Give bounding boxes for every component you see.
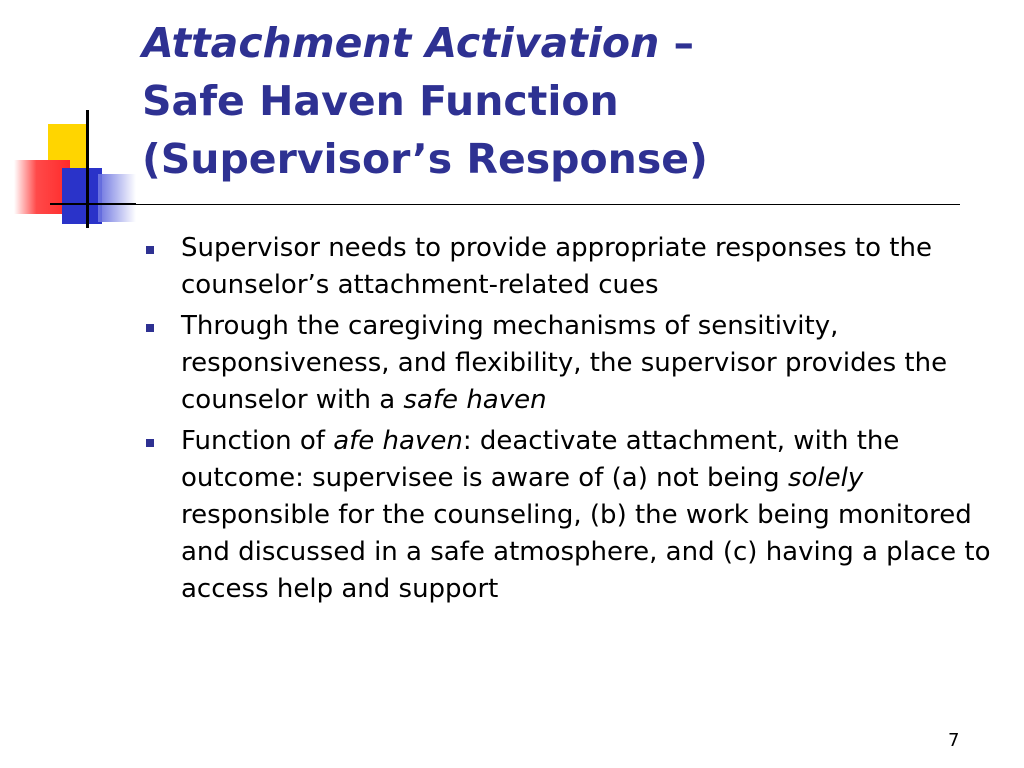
- bullet-emphasis: safe haven: [403, 385, 547, 415]
- bullet-item-2: [140, 308, 1000, 419]
- bullet-text: : deactivate attachment, with the outcome: supervisee is aware of (a) not being: [181, 426, 900, 493]
- bullet-emphasis: afe haven: [333, 426, 463, 456]
- blue-gradient-square: [98, 174, 136, 222]
- bullet-text: responsible for the counseling, (b) the work being monitored and discussed in a safe atmosphere, and (c) having a place to access help and support: [181, 500, 991, 604]
- decorative-squares-graphic: [0, 100, 140, 240]
- bullet-text: Function of: [181, 426, 334, 456]
- page-number: 7: [948, 730, 960, 751]
- blue-square: [62, 168, 102, 224]
- title-divider: [66, 204, 960, 205]
- title-line1-dash: –: [659, 19, 695, 67]
- bullet-item-1: [140, 230, 1000, 304]
- square-bullet-icon: [146, 246, 154, 254]
- bullet-text: Supervisor needs to provide appropriate responses to the counselor’s attachment-related cues: [181, 233, 932, 300]
- slide-title: [142, 14, 708, 188]
- bullet-emphasis: solely: [787, 463, 864, 493]
- square-bullet-icon: [146, 324, 154, 332]
- title-line2: Safe Haven Function: [142, 77, 619, 125]
- title-line3: (Supervisor’s Response): [142, 135, 708, 183]
- bullet-item-3: [140, 423, 1000, 608]
- decorative-vertical-line: [86, 110, 89, 228]
- bullet-list: [140, 230, 1000, 612]
- square-bullet-icon: [146, 439, 154, 447]
- bullet-text: Through the caregiving mechanisms of sensitivity, responsiveness, and flexibility, the supervisor provides the counselor with a: [181, 311, 948, 415]
- title-line1-italic: Attachment Activation: [142, 19, 660, 67]
